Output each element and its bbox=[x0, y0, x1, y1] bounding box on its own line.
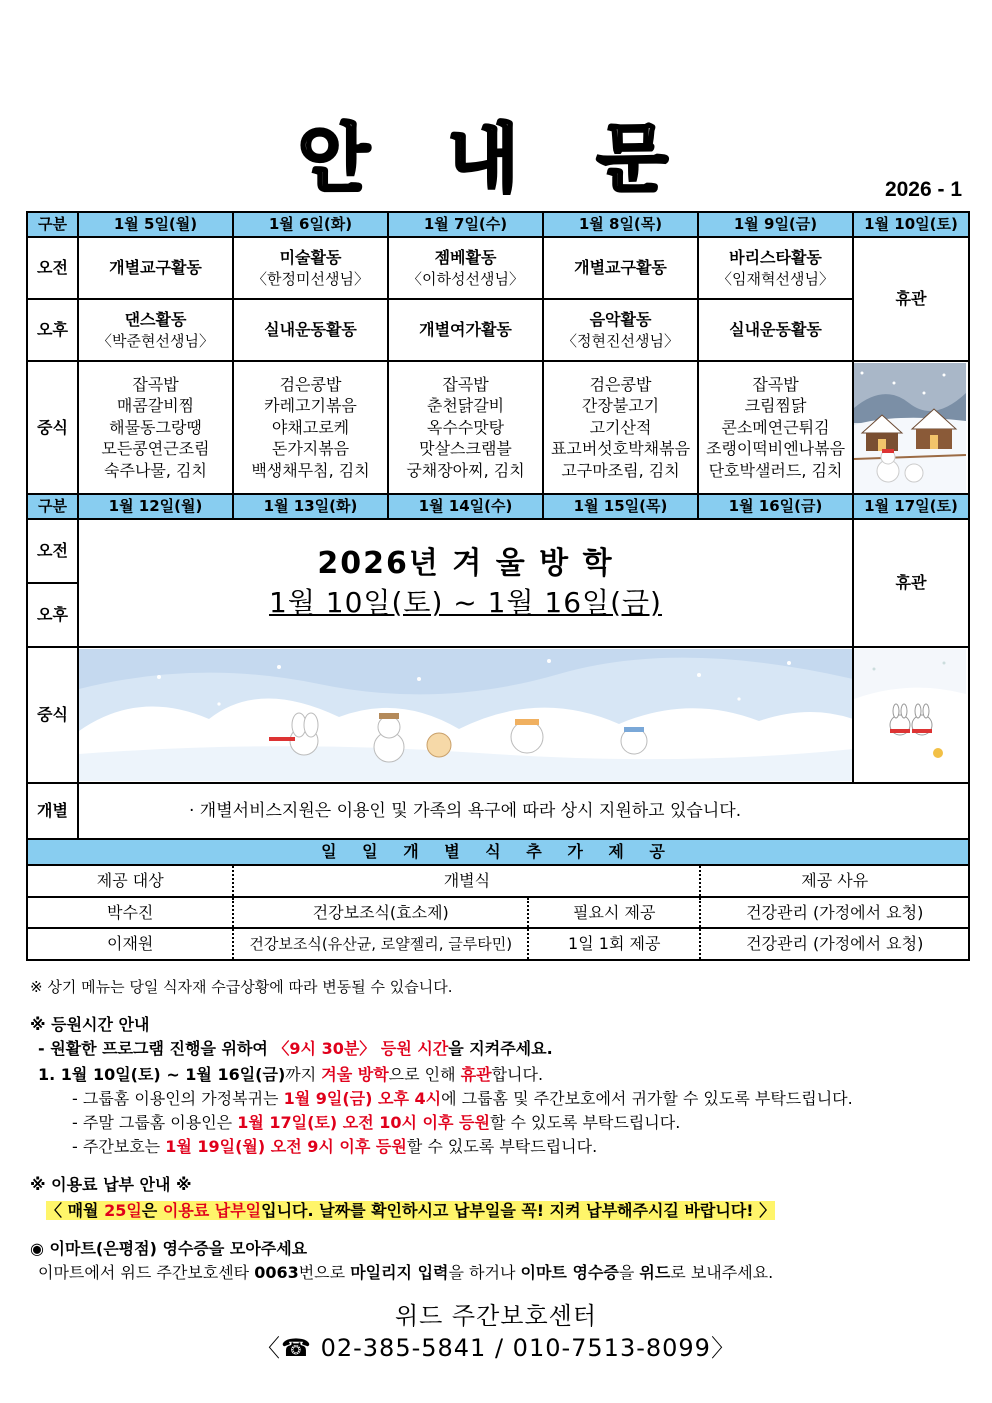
week1-pm-row bbox=[27, 299, 969, 361]
teacher-name: 〈한정미선생님〉 bbox=[252, 269, 369, 288]
table-row bbox=[28, 928, 968, 959]
fee-heading: ※ 이용료 납부 안내 ※ bbox=[30, 1175, 192, 1194]
subline-text: - 그룹홈 이용인의 가정복귀는 bbox=[72, 1089, 284, 1108]
subline-text: 에 그룹홈 및 주간보호에서 귀가할 수 있도록 부탁드립니다. bbox=[441, 1089, 853, 1108]
header-cell: 1월 7일(수) bbox=[388, 212, 543, 237]
menu-item: 단호박샐러드, 김치 bbox=[708, 460, 843, 480]
winter-friends-illustration bbox=[78, 647, 853, 783]
header-cell: 1월 15일(목) bbox=[543, 494, 698, 519]
header-cell: 1월 13일(화) bbox=[233, 494, 388, 519]
meal-reason: 건강관리 (가정에서 요청) bbox=[700, 897, 968, 928]
schedule-table bbox=[26, 211, 970, 961]
fee-line bbox=[30, 1199, 970, 1223]
header-cell: 구분 bbox=[27, 212, 78, 237]
header-cell: 1월 9일(금) bbox=[698, 212, 853, 237]
row-label-lunch: 중식 bbox=[27, 647, 78, 783]
row-label-individual: 개별 bbox=[27, 783, 78, 839]
menu-item: 잡곡밥 bbox=[132, 374, 179, 394]
subline-text: - 주간보호는 bbox=[72, 1137, 166, 1156]
menu-item: 카레고기볶음 bbox=[264, 396, 357, 416]
emart-with: 위드 bbox=[639, 1263, 671, 1282]
page-title: 안 내 문 bbox=[298, 116, 694, 202]
row-label-am: 오전 bbox=[27, 519, 78, 583]
arrival-line bbox=[30, 1037, 970, 1061]
fee-mid: 은 bbox=[141, 1201, 163, 1220]
arrival-suffix: 을 지켜주세요. bbox=[448, 1039, 553, 1058]
winter-break-title: 2026년 겨 울 방 학 bbox=[317, 545, 614, 581]
emart-code: 0063 bbox=[254, 1263, 299, 1282]
lunch-menu-cell bbox=[233, 361, 388, 494]
closed-cell: 휴관 bbox=[853, 237, 969, 361]
header-cell: 1월 5일(월) bbox=[78, 212, 233, 237]
row-label-pm: 오후 bbox=[27, 583, 78, 647]
header-cell: 1월 17일(토) bbox=[853, 494, 969, 519]
menu-item: 해물동그랑땡 bbox=[109, 417, 202, 437]
teacher-name: 〈임재혁선생님〉 bbox=[717, 269, 834, 288]
footer bbox=[0, 1300, 992, 1364]
program-name: 댄스활동 bbox=[124, 310, 187, 330]
program-name: 개별교구활동 bbox=[109, 258, 202, 278]
teacher-name: 〈정현진선생님〉 bbox=[562, 331, 679, 350]
program-name: 개별여가활동 bbox=[419, 320, 512, 340]
program-cell bbox=[388, 299, 543, 361]
subline-highlight: 1월 17일(토) 오전 10시 이후 등원 bbox=[237, 1113, 490, 1132]
arrival-prefix: - 원활한 프로그램 진행을 위하여 bbox=[38, 1039, 274, 1058]
header-cell: 1월 16일(금) bbox=[698, 494, 853, 519]
break-subline-daycare bbox=[30, 1135, 970, 1159]
menu-item: 춘천닭갈비 bbox=[426, 396, 505, 416]
row-label-lunch: 중식 bbox=[27, 361, 78, 494]
emart-text: 을 하거나 bbox=[448, 1263, 521, 1282]
meal-reason: 건강관리 (가정에서 요청) bbox=[746, 934, 924, 954]
meal-name: 건강보조식(효소제) bbox=[233, 897, 528, 928]
emart-mileage: 마일리지 입력 bbox=[350, 1263, 449, 1282]
arrival-heading: ※ 등원시간 안내 bbox=[30, 1015, 150, 1034]
week2-lunch-row bbox=[27, 647, 969, 783]
emart-text: 을 bbox=[618, 1263, 640, 1282]
program-name: 젬베활동 bbox=[434, 248, 497, 268]
header-cell: 1월 14일(수) bbox=[388, 494, 543, 519]
table-row bbox=[28, 897, 968, 928]
closed-cell: 휴관 bbox=[853, 519, 969, 647]
contact-close: 〉 bbox=[710, 1334, 736, 1362]
subline-text: 할 수 있도록 부탁드립니다. bbox=[406, 1137, 598, 1156]
menu-item: 숙주나물, 김치 bbox=[104, 460, 207, 480]
week1-am-row bbox=[27, 237, 969, 299]
program-cell bbox=[543, 237, 698, 299]
break-winter: 겨울 방학 bbox=[321, 1065, 389, 1084]
break-subline-grouphome bbox=[30, 1087, 970, 1111]
lunch-menu-cell bbox=[543, 361, 698, 494]
program-name: 미술활동 bbox=[279, 248, 342, 268]
column-header: 제공 사유 bbox=[700, 866, 968, 897]
menu-item: 검은콩밥 bbox=[279, 374, 342, 394]
program-name: 실내운동활동 bbox=[729, 320, 822, 340]
week2-am-row bbox=[27, 519, 969, 583]
fee-day: 25일 bbox=[104, 1201, 142, 1220]
program-cell bbox=[543, 299, 698, 361]
program-cell bbox=[698, 299, 853, 361]
daily-meal-title-row bbox=[27, 839, 969, 865]
recipient-name: 이재원 bbox=[28, 928, 233, 959]
fee-label: 이용료 납부일 bbox=[162, 1201, 262, 1220]
fee-open: 〈 매월 bbox=[46, 1201, 105, 1220]
row-label-pm: 오후 bbox=[27, 299, 78, 361]
snowy-village-image bbox=[854, 363, 966, 493]
snow-bunnies-image bbox=[854, 649, 966, 781]
column-header: 제공 대상 bbox=[28, 866, 233, 897]
fee-rest: 입니다. 날짜를 확인하시고 납부일을 꼭! 지켜 납부해주시길 바랍니다! 〉 bbox=[261, 1201, 776, 1220]
recipient-name: 박수진 bbox=[28, 897, 233, 928]
menu-item: 콘소메연근튀김 bbox=[721, 417, 830, 437]
individual-row bbox=[27, 783, 969, 839]
menu-item: 맛살스크램블 bbox=[419, 439, 512, 459]
menu-item: 잡곡밥 bbox=[442, 374, 489, 394]
lunch-menu-cell bbox=[388, 361, 543, 494]
program-cell bbox=[78, 237, 233, 299]
arrival-time-highlight: 〈9시 30분〉 등원 시간 bbox=[273, 1039, 449, 1058]
break-text: 으로 인해 bbox=[388, 1065, 461, 1084]
menu-item: 백생채무침, 김치 bbox=[251, 460, 370, 480]
phone-icon: ☎ bbox=[281, 1334, 312, 1362]
daily-meal-header-row bbox=[28, 866, 968, 897]
row-label-am: 오전 bbox=[27, 237, 78, 299]
menu-item: 잡곡밥 bbox=[752, 374, 799, 394]
header-cell: 구분 bbox=[27, 494, 78, 519]
header-cell: 1월 10일(토) bbox=[853, 212, 969, 237]
break-line bbox=[30, 1063, 970, 1087]
emart-text: 번으로 bbox=[298, 1263, 351, 1282]
program-name: 바리스타활동 bbox=[729, 248, 822, 268]
emart-heading: ◉ 이마트(은평점) 영수증을 모아주세요 bbox=[30, 1239, 308, 1258]
contact-open: 〈 bbox=[256, 1334, 282, 1362]
phone-numbers: 02-385-5841 / 010-7513-8099 bbox=[320, 1334, 711, 1362]
menu-item: 궁채장아찌, 김치 bbox=[406, 460, 525, 480]
menu-item: 크림찜닭 bbox=[744, 396, 807, 416]
daily-meal-inner-row bbox=[27, 865, 969, 960]
center-name: 위드 주간보호센터 bbox=[394, 1302, 598, 1330]
winter-village-illustration bbox=[853, 361, 969, 494]
contact-line bbox=[0, 1332, 992, 1364]
week1-lunch-row bbox=[27, 361, 969, 494]
header-cell: 1월 6일(화) bbox=[233, 212, 388, 237]
program-cell bbox=[78, 299, 233, 361]
menu-item: 고기산적 bbox=[589, 417, 652, 437]
emart-receipt: 이마트 영수증 bbox=[520, 1263, 619, 1282]
program-cell bbox=[388, 237, 543, 299]
menu-item: 검은콩밥 bbox=[589, 374, 652, 394]
week2-header-row bbox=[27, 494, 969, 519]
break-dates: 1. 1월 10일(토) ~ 1월 16일(금) bbox=[38, 1065, 286, 1084]
lunch-menu-cell bbox=[698, 361, 853, 494]
menu-item: 매콤갈비찜 bbox=[116, 396, 195, 416]
emart-text: 이마트에서 위드 주간보호센타 bbox=[38, 1263, 255, 1282]
menu-item: 야채고로케 bbox=[271, 417, 350, 437]
program-cell bbox=[698, 237, 853, 299]
edition-label: 2026 - 1 bbox=[884, 178, 962, 201]
menu-disclaimer: ※ 상기 메뉴는 당일 식자재 수급상황에 따라 변동될 수 있습니다. bbox=[30, 978, 453, 996]
daily-meal-table bbox=[28, 866, 968, 959]
individual-service-text: · 개별서비스지원은 이용인 및 가족의 욕구에 따라 상시 지원하고 있습니다. bbox=[78, 783, 969, 839]
program-name: 실내운동활동 bbox=[264, 320, 357, 340]
break-text: 합니다. bbox=[491, 1065, 544, 1084]
program-name: 개별교구활동 bbox=[574, 258, 667, 278]
subline-text: 할 수 있도록 부탁드립니다. bbox=[489, 1113, 681, 1132]
subline-highlight: 1월 9일(금) 오후 4시 bbox=[283, 1089, 442, 1108]
meal-name: 건강보조식(유산균, 로얄젤리, 글루타민) bbox=[233, 928, 528, 959]
header-cell: 1월 8일(목) bbox=[543, 212, 698, 237]
emart-line bbox=[30, 1261, 970, 1285]
header-cell: 1월 12일(월) bbox=[78, 494, 233, 519]
break-closed: 휴관 bbox=[460, 1065, 492, 1084]
program-cell bbox=[233, 299, 388, 361]
lunch-menu-cell bbox=[78, 361, 233, 494]
menu-item: 표고버섯호박채볶음 bbox=[550, 439, 691, 459]
winter-break-banner bbox=[78, 519, 853, 647]
program-name: 음악활동 bbox=[589, 310, 652, 330]
subline-highlight: 1월 19일(월) 오전 9시 이후 등원 bbox=[165, 1137, 407, 1156]
program-cell bbox=[233, 237, 388, 299]
subline-text: - 주말 그룹홈 이용인은 bbox=[72, 1113, 238, 1132]
emart-text: 로 보내주세요. bbox=[670, 1263, 774, 1282]
teacher-name: 〈박준현선생님〉 bbox=[97, 331, 214, 350]
snow-animals-image bbox=[79, 649, 853, 781]
menu-item: 돈가지볶음 bbox=[271, 439, 350, 459]
break-subline-weekend bbox=[30, 1111, 970, 1135]
winter-break-dates: 1월 10일(토) ~ 1월 16일(금) bbox=[269, 586, 662, 620]
week1-header-row bbox=[27, 212, 969, 237]
notice-section bbox=[30, 975, 970, 1285]
meal-frequency: 필요시 제공 bbox=[528, 897, 700, 928]
menu-item: 조랭이떡비엔나볶음 bbox=[705, 439, 846, 459]
menu-item: 모든콩연근조림 bbox=[101, 439, 210, 459]
teacher-name: 〈이하성선생님〉 bbox=[407, 269, 524, 288]
menu-item: 고구마조림, 김치 bbox=[561, 460, 680, 480]
break-text: 까지 bbox=[285, 1065, 322, 1084]
snow-bunnies-illustration bbox=[853, 647, 969, 783]
daily-meal-title: 일 일 개 별 식 추 가 제 공 bbox=[27, 839, 969, 865]
column-header: 개별식 bbox=[233, 866, 700, 897]
menu-item: 옥수수맛탕 bbox=[426, 417, 505, 437]
meal-frequency: 1일 1회 제공 bbox=[528, 928, 700, 959]
menu-item: 간장불고기 bbox=[581, 396, 660, 416]
